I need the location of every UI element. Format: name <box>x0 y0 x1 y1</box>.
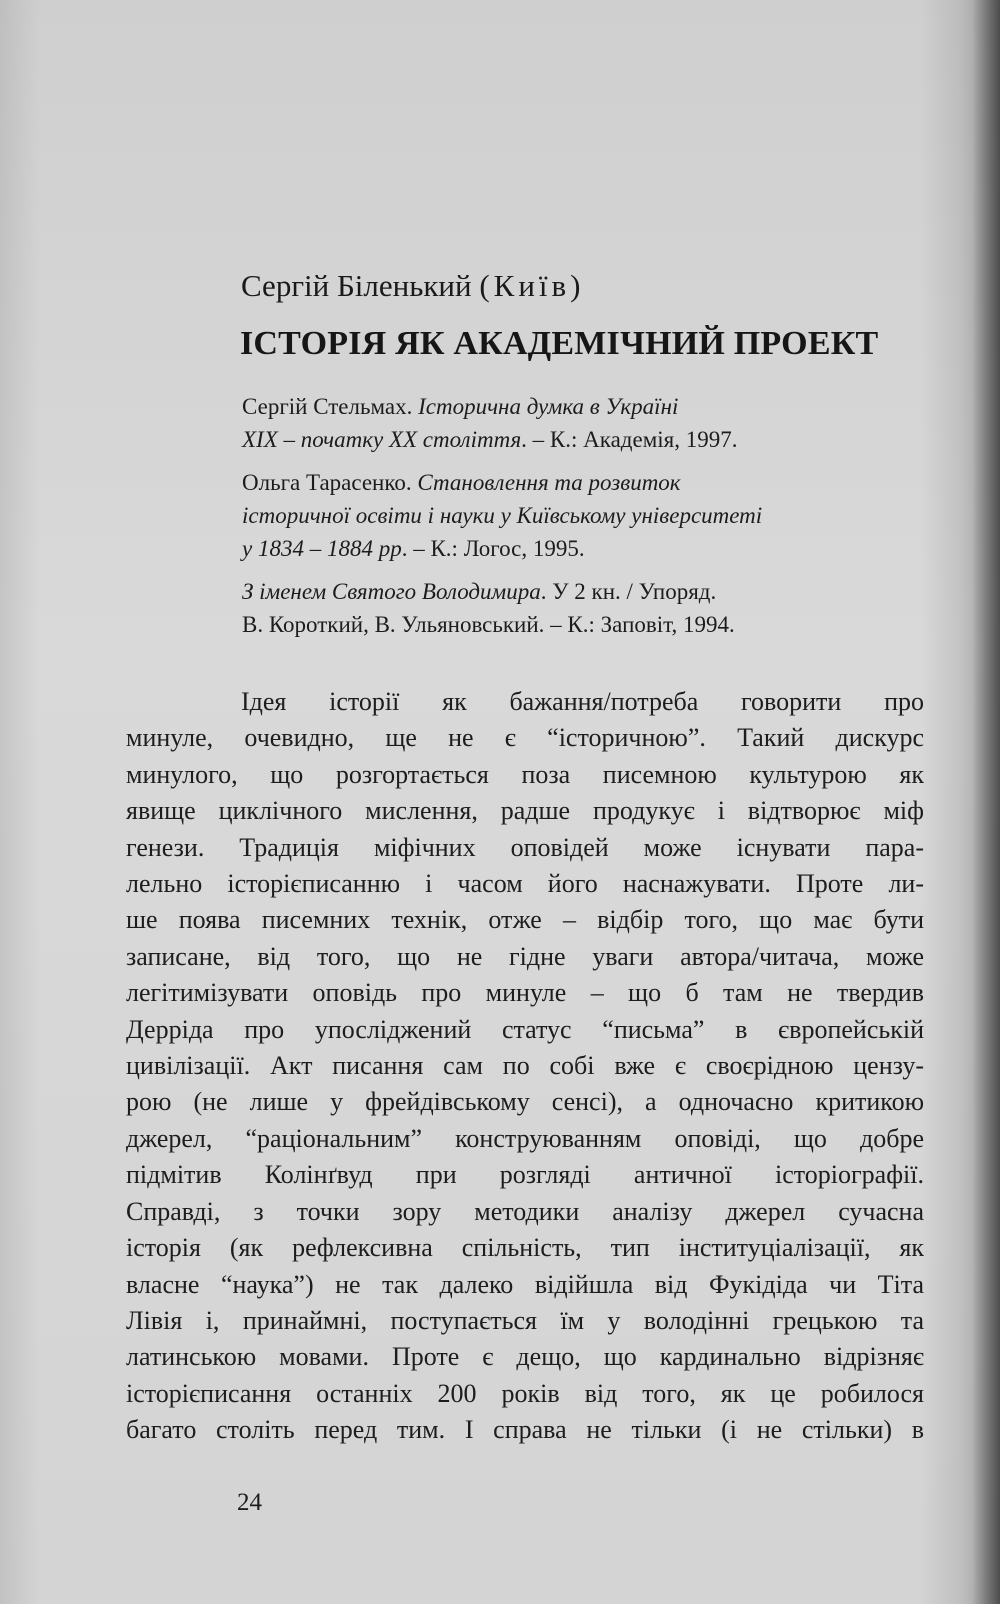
body-line: цивілізації. Акт писання сам по собі вже є своєрідною цензу- <box>126 1051 924 1081</box>
reference-item <box>242 466 892 565</box>
reference-title-cont: у 1834 – 1884 рр <box>242 536 402 561</box>
reference-imprint: . – К.: Академія, 1997. <box>521 427 738 452</box>
reference-title-cont: історичної освіти і науки у Київському університеті <box>242 503 763 528</box>
reference-title: З іменем Святого Володимира <box>242 579 541 604</box>
reference-title: Становлення та розвиток <box>417 470 681 495</box>
reference-title-cont: XIX – початку XX століття <box>242 427 522 452</box>
article-title: ІСТОРІЯ ЯК АКАДЕМІЧНИЙ ПРОЕКТ <box>240 325 879 362</box>
body-line: багато століть перед тим. І справа не тільки (і не стільки) в <box>126 1415 924 1445</box>
body-line: минуле, очевидно, ще не є “історичною”. Такий дискурс <box>126 723 924 753</box>
body-line: Дерріда про упосліджений статус “письма” в європейській <box>126 1014 924 1044</box>
author-place: (Київ) <box>479 268 585 303</box>
body-line: записане, від того, що не гідне уваги автора/читача, може <box>126 941 924 971</box>
reference-imprint: . – К.: Логос, 1995. <box>401 536 585 561</box>
author-line <box>241 267 585 305</box>
body-line: історія (як рефлексивна спільність, тип інституціалізації, як <box>126 1233 924 1263</box>
body-line: джерел, “раціональним” конструюванням оповіді, що добре <box>126 1123 924 1153</box>
article-body <box>126 684 924 1449</box>
reference-title: Історична думка в Україні <box>418 394 679 419</box>
page-edge-shadow <box>972 0 1000 1604</box>
author-name: Сергій Біленький <box>241 268 472 303</box>
body-line: власне “наука”) не так далеко відійшла від Фукідіда чи Тіта <box>126 1269 924 1299</box>
body-line: Справді, з точки зору методики аналізу джерел сучасна <box>126 1196 924 1226</box>
reference-volumes: . У 2 кн. / Упоряд. <box>540 579 717 604</box>
body-line: явище циклічного мислення, радше продукує і відтворює міф <box>126 796 924 826</box>
body-line: латинською мовами. Проте є дещо, що кардинально відрізняє <box>126 1342 924 1372</box>
body-line: генези. Традиція міфічних оповідей може існувати пара- <box>126 832 924 862</box>
reference-author: Ольга Тарасенко. <box>242 470 418 495</box>
reference-item <box>242 575 892 641</box>
body-line: минулого, що розгортається поза писемною культурою як <box>126 759 924 789</box>
body-line: легітимізувати оповідь про минуле – що б там не твердив <box>126 978 924 1008</box>
reviewed-books-list <box>242 390 892 651</box>
page-number: 24 <box>237 1489 262 1516</box>
body-line: історієписання останніх 200 років від того, як це робилося <box>126 1378 924 1408</box>
body-line: рою (не лише у фрейдівському сенсі), а одночасно критикою <box>126 1087 924 1117</box>
body-line: Лівія і, принаймні, поступається їм у володінні грецькою та <box>126 1305 924 1335</box>
reference-imprint: В. Короткий, В. Ульяновський. – К.: Заповіт, 1994. <box>242 612 735 637</box>
body-line: лельно історієписанню і часом його наснажувати. Проте ли- <box>126 869 924 899</box>
reference-item <box>242 390 892 456</box>
body-line: ше поява писемних технік, отже – відбір того, що має бути <box>126 905 924 935</box>
body-line: підмітив Колінґвуд при розгляді античної історіографії. <box>126 1160 924 1190</box>
body-line: Ідея історії як бажання/потреба говорити про <box>241 687 924 716</box>
reference-author: Сергій Стельмах. <box>242 394 419 419</box>
